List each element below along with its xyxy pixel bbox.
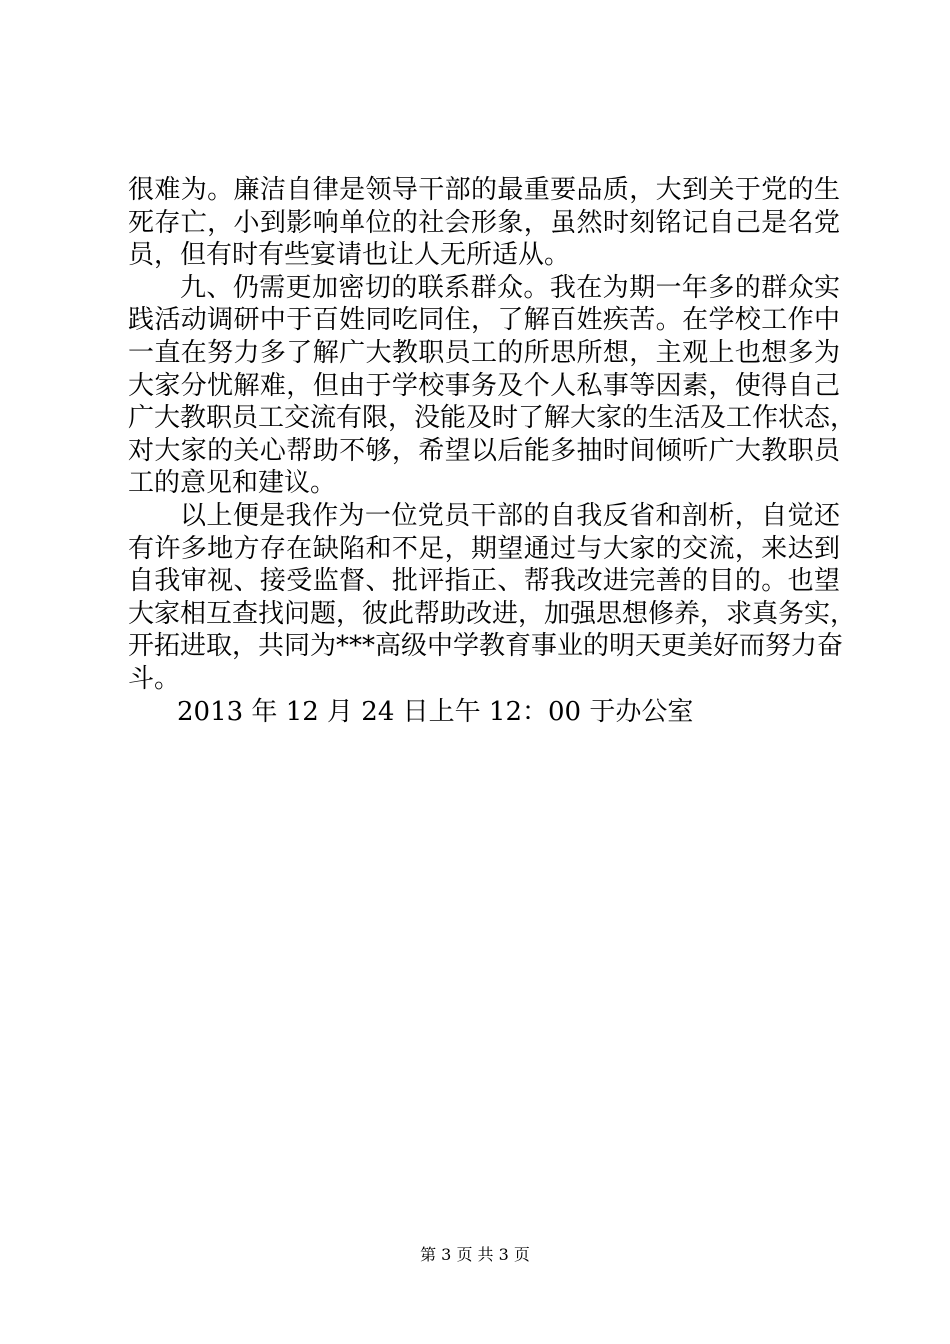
text-line: 一直在努力多了解广大教职员工的所思所想，主观上也想多为 [128,337,840,368]
text-line: 自我审视、接受监督、批评指正、帮我改进完善的目的。也望 [128,566,840,597]
text-line: 开拓进取，共同为***高级中学教育事业的明天更美好而努力奋 [128,631,844,662]
text-line: 有许多地方存在缺陷和不足，期望通过与大家的交流，来达到 [128,533,840,564]
text-line: 广大教职员工交流有限，没能及时了解大家的生活及工作状态， [128,403,857,434]
text-line: 对大家的关心帮助不够，希望以后能多抽时间倾听广大教职员 [128,435,840,466]
text-line: 很难为。廉洁自律是领导干部的最重要品质，大到关于党的生 [128,175,840,205]
text-line: 践活动调研中于百姓同吃同住，了解百姓疾苦。在学校工作中 [128,305,840,336]
text-line: 死存亡，小到影响单位的社会形象，虽然时刻铭记自己是名党 [128,207,840,238]
text-line: 九、仍需更加密切的联系群众。我在为期一年多的群众实 [180,272,840,303]
text-line: 大家分忧解难，但由于学校事务及个人私事等因素，使得自己 [128,370,840,401]
text-line: 以上便是我作为一位党员干部的自我反省和剖析，自觉还 [180,500,840,531]
document-body [128,174,857,728]
text-line: 员，但有时有些宴请也让人无所适从。 [128,240,571,271]
date-line: 2013 年 12 月 24 日上午 12：00 于办公室 [177,696,694,727]
text-line: 斗。 [128,663,181,694]
text-line: 大家相互查找问题，彼此帮助改进，加强思想修养，求真务实， [128,598,857,629]
text-line: 工的意见和建议。 [128,468,337,499]
page-footer: 第 3 页 共 3 页 [420,1245,530,1264]
